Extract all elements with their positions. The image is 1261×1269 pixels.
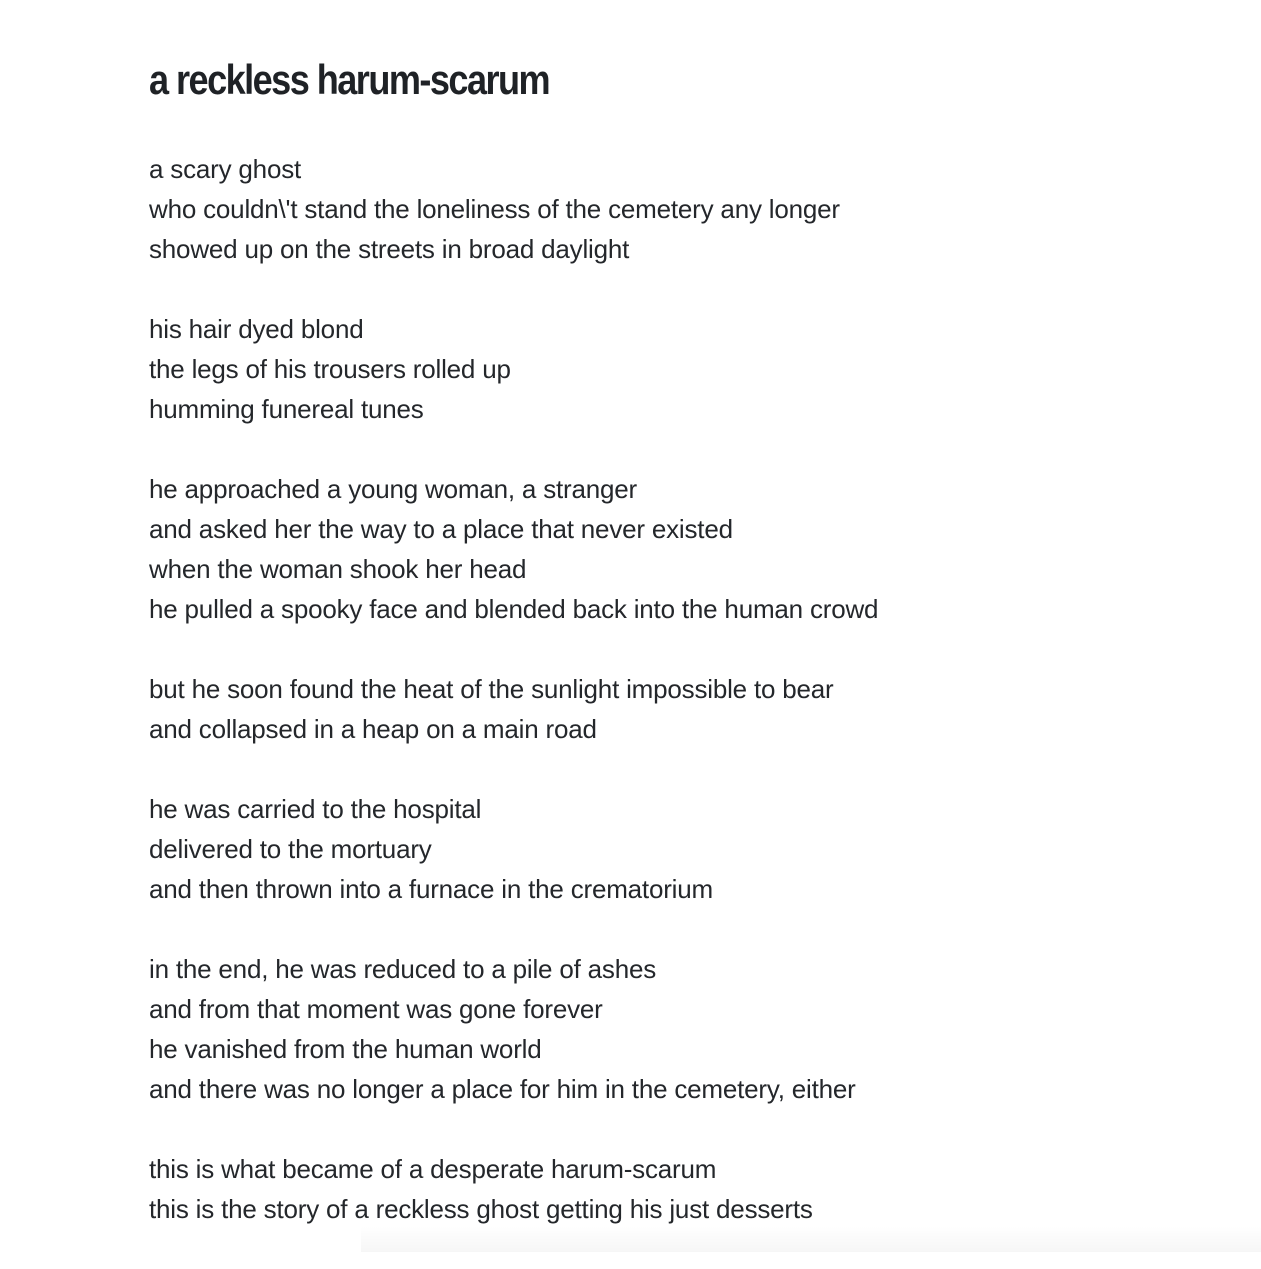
poem-line: the legs of his trousers rolled up <box>149 354 511 384</box>
stanza-1 <box>149 149 1209 269</box>
poem-line: he pulled a spooky face and blended back into the human crowd <box>149 594 879 624</box>
poem-line: but he soon found the heat of the sunlight impossible to bear <box>149 674 834 704</box>
stanza-5 <box>149 789 1209 909</box>
poem-line: showed up on the streets in broad daylight <box>149 234 630 264</box>
poem-line: he vanished from the human world <box>149 1034 542 1064</box>
poem-line: and then thrown into a furnace in the crematorium <box>149 874 713 904</box>
poem-line: and asked her the way to a place that never existed <box>149 514 733 544</box>
poem-line: and there was no longer a place for him in the cemetery, either <box>149 1074 856 1104</box>
poem-line: who couldn\'t stand the loneliness of the cemetery any longer <box>149 194 840 224</box>
poem-line: his hair dyed blond <box>149 314 364 344</box>
poem-line: and from that moment was gone forever <box>149 994 603 1024</box>
poem-article <box>149 54 1209 1269</box>
poem-title: a reckless harum-scarum <box>149 56 550 103</box>
poem-line: he was carried to the hospital <box>149 794 482 824</box>
stanza-6 <box>149 949 1209 1109</box>
poem-line: a scary ghost <box>149 154 302 184</box>
stanza-4 <box>149 669 1209 749</box>
poem-line: humming funereal tunes <box>149 394 424 424</box>
poem-line: in the end, he was reduced to a pile of ashes <box>149 954 657 984</box>
poem-line: this is the story of a reckless ghost getting his just desserts <box>149 1194 813 1224</box>
poem-line: he approached a young woman, a stranger <box>149 474 637 504</box>
stanza-7 <box>149 1149 1209 1229</box>
poem-line: delivered to the mortuary <box>149 834 432 864</box>
stanza-2 <box>149 309 1209 429</box>
poem-line: this is what became of a desperate harum-scarum <box>149 1154 717 1184</box>
poem-body <box>149 149 1209 1229</box>
stanza-3 <box>149 469 1209 629</box>
poem-line: when the woman shook her head <box>149 554 527 584</box>
poem-line: and collapsed in a heap on a main road <box>149 714 597 744</box>
